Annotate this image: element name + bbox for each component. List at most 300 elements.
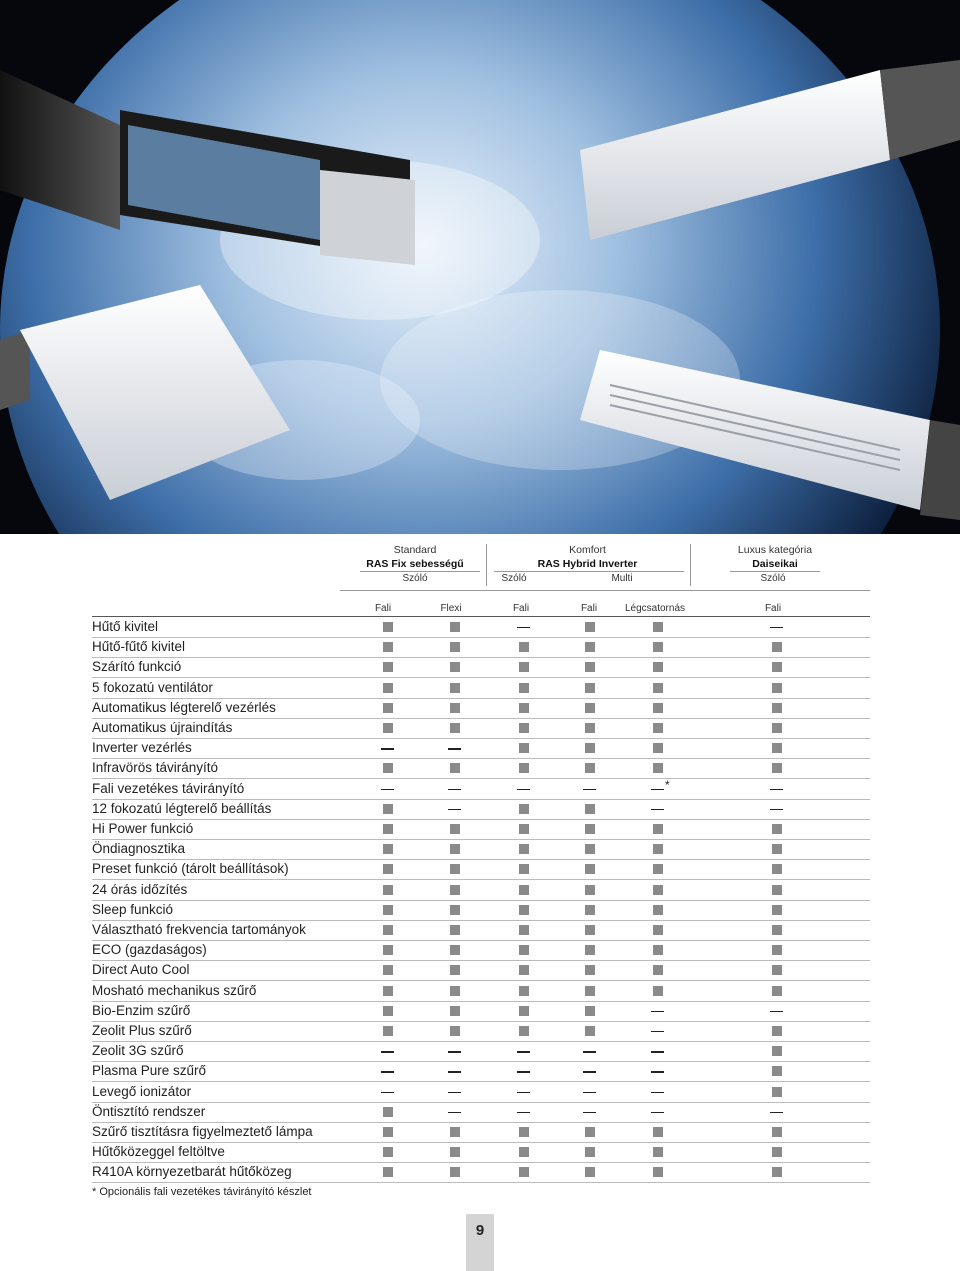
feature-cell [575,1162,605,1182]
not-available-dash [583,1112,596,1113]
feature-cell [575,1082,605,1102]
available-marker [450,1147,460,1157]
not-available-dash [651,1011,664,1012]
available-marker [772,905,782,915]
available-marker [653,905,663,915]
feature-cell [440,779,470,799]
feature-label: Preset funkció (tárolt beállítások) [92,861,289,877]
available-marker [383,1006,393,1016]
available-marker [450,844,460,854]
not-available-dash [770,1011,783,1012]
feature-cell [762,617,792,637]
available-marker [450,662,460,672]
not-available-dash [381,748,394,749]
feature-cell [643,981,673,1001]
feature-cell [440,981,470,1001]
available-marker [585,642,595,652]
available-marker [450,925,460,935]
table-row [92,920,870,941]
feature-cell [440,960,470,980]
feature-cell [575,1001,605,1021]
feature-cell [762,758,792,778]
available-marker [383,844,393,854]
not-available-dash [448,748,461,749]
available-marker [653,864,663,874]
available-marker [383,864,393,874]
feature-cell [762,880,792,900]
feature-label: Hűtőközeggel feltöltve [92,1144,225,1160]
available-marker [519,1167,529,1177]
available-marker [450,986,460,996]
available-marker [450,703,460,713]
available-marker [383,1026,393,1036]
group-rule-standard [360,571,480,572]
feature-label: 12 fokozatú légterelő beállítás [92,800,272,816]
feature-cell [373,900,403,920]
feature-cell [373,920,403,940]
feature-cell [440,617,470,637]
table-row [92,758,870,779]
not-available-dash [448,1112,461,1113]
available-marker [519,763,529,773]
available-marker [772,642,782,652]
feature-cell [762,799,792,819]
group-category: Komfort [569,544,606,556]
available-marker [585,743,595,753]
available-marker [585,763,595,773]
feature-cell [373,1061,403,1081]
available-marker [772,1147,782,1157]
available-marker [450,723,460,733]
feature-cell [509,779,539,799]
available-marker [772,662,782,672]
feature-cell [762,1061,792,1081]
feature-label: R410A környezetbarát hűtőközeg [92,1164,292,1180]
feature-label: Hűtő kivitel [92,619,159,634]
feature-cell [509,1102,539,1122]
feature-cell [575,718,605,738]
feature-cell [440,819,470,839]
feature-cell [373,819,403,839]
feature-cell [762,1122,792,1142]
table-row [92,718,870,739]
available-marker [653,683,663,693]
available-marker [383,1147,393,1157]
available-marker [772,945,782,955]
available-marker [519,1147,529,1157]
available-marker [519,885,529,895]
available-marker [772,703,782,713]
feature-cell [575,859,605,879]
subgroup-label: Szóló [402,573,428,584]
column-label: Fali [764,603,782,614]
feature-cell [373,617,403,637]
feature-cell [643,657,673,677]
feature-cell [762,718,792,738]
feature-cell [509,960,539,980]
available-marker [383,804,393,814]
available-marker [585,844,595,854]
available-marker [450,945,460,955]
feature-cell [373,960,403,980]
feature-cell [373,738,403,758]
feature-cell [575,819,605,839]
feature-cell [643,678,673,698]
feature-cell [440,920,470,940]
group-header-standard [340,544,490,570]
feature-cell [575,880,605,900]
feature-cell [575,758,605,778]
feature-cell [440,940,470,960]
not-available-dash [770,627,783,628]
feature-cell [762,1082,792,1102]
table-row [92,1082,870,1103]
feature-label: Mosható mechanikus szűrő [92,982,257,998]
available-marker [519,925,529,935]
table-row [92,799,870,820]
available-marker [519,1026,529,1036]
not-available-dash [651,1051,664,1052]
available-marker [519,965,529,975]
available-marker [772,743,782,753]
available-marker [383,683,393,693]
feature-label: Szárító funkció [92,659,182,675]
feature-cell [643,1061,673,1081]
available-marker [653,743,663,753]
not-available-dash [381,1051,394,1052]
feature-label: Fali vezetékes távirányító [92,780,245,796]
available-marker [383,824,393,834]
available-marker [772,723,782,733]
available-marker [519,864,529,874]
available-marker [585,622,595,632]
feature-cell [575,799,605,819]
available-marker [772,1167,782,1177]
column-label: Fali [580,603,598,614]
feature-cell [643,940,673,960]
header-rule [340,590,870,591]
table-row [92,657,870,678]
feature-cell [373,698,403,718]
feature-cell [509,859,539,879]
subgroup-label: Multi [611,573,633,584]
feature-cell [509,698,539,718]
feature-cell [643,1102,673,1122]
available-marker [450,1006,460,1016]
feature-cell [643,1142,673,1162]
feature-cell [643,1001,673,1021]
available-marker [519,642,529,652]
feature-cell [440,718,470,738]
optional-asterisk: * [665,777,670,792]
not-available-dash [651,1071,664,1072]
feature-cell [575,637,605,657]
feature-cell [762,1162,792,1182]
feature-cell [509,617,539,637]
feature-cell [440,859,470,879]
feature-label: Választható frekvencia tartományok [92,922,306,937]
available-marker [585,965,595,975]
feature-cell [373,1001,403,1021]
table-row [92,1061,870,1082]
footnote: * Opcionális fali vezetékes távirányító készlet [92,1186,312,1198]
column-label: Fali [374,603,392,614]
available-marker [450,683,460,693]
not-available-dash [448,809,461,810]
table-row [92,1041,870,1062]
group-category: Standard [393,544,437,556]
available-marker [772,1046,782,1056]
not-available-dash [448,1051,461,1052]
feature-cell [643,637,673,657]
group-product: Daiseikai [752,558,798,570]
available-marker [653,763,663,773]
available-marker [519,844,529,854]
feature-cell [509,637,539,657]
available-marker [585,683,595,693]
available-marker [519,905,529,915]
available-marker [772,844,782,854]
feature-cell [440,637,470,657]
hero-image [0,0,960,534]
feature-cell [643,799,673,819]
table-row [92,738,870,759]
not-available-dash [448,789,461,790]
available-marker [450,905,460,915]
table-row [92,1102,870,1123]
available-marker [383,1167,393,1177]
subgroup-label: Szóló [760,573,786,584]
table-row [92,678,870,699]
feature-cell [440,1001,470,1021]
feature-cell [440,1122,470,1142]
not-available-dash [770,809,783,810]
feature-cell [762,940,792,960]
available-marker [450,864,460,874]
available-marker [653,824,663,834]
feature-cell [440,1021,470,1041]
feature-cell [643,1162,673,1182]
feature-cell [762,1021,792,1041]
available-marker [653,642,663,652]
column-label: Légcsatornás [624,603,686,614]
available-marker [519,743,529,753]
feature-cell [575,738,605,758]
available-marker [585,723,595,733]
available-marker [585,1127,595,1137]
feature-cell [643,738,673,758]
feature-cell [762,1102,792,1122]
not-available-dash [381,1071,394,1072]
feature-label: Öndiagnosztika [92,841,186,857]
feature-cell [440,799,470,819]
feature-cell [509,1122,539,1142]
feature-cell [509,1142,539,1162]
feature-cell [575,960,605,980]
feature-cell [762,1041,792,1061]
not-available-dash [651,809,664,810]
feature-cell [509,718,539,738]
feature-cell [440,880,470,900]
feature-cell [575,678,605,698]
available-marker [585,1006,595,1016]
available-marker [585,703,595,713]
feature-label: Inverter vezérlés [92,740,192,756]
not-available-dash [583,1071,596,1072]
feature-cell [643,839,673,859]
table-row [92,1001,870,1022]
not-available-dash [583,789,596,790]
table-row [92,1021,870,1042]
feature-cell [762,657,792,677]
feature-cell [373,1122,403,1142]
available-marker [383,662,393,672]
not-available-dash [517,789,530,790]
available-marker [519,703,529,713]
feature-cell [509,678,539,698]
available-marker [653,662,663,672]
not-available-dash [381,789,394,790]
feature-cell [575,698,605,718]
not-available-dash [583,1051,596,1052]
feature-label: Hűtő-fűtő kivitel [92,639,186,655]
available-marker [450,885,460,895]
available-marker [653,1127,663,1137]
feature-cell [643,617,673,637]
table-row [92,940,870,961]
table-row [92,900,870,921]
feature-cell [575,1041,605,1061]
feature-cell [373,1102,403,1122]
available-marker [383,763,393,773]
table-row [92,1122,870,1143]
feature-cell [509,1082,539,1102]
available-marker [772,864,782,874]
feature-cell [440,1041,470,1061]
feature-cell [762,738,792,758]
available-marker [772,1026,782,1036]
feature-cell [440,1162,470,1182]
feature-cell [373,678,403,698]
feature-cell [509,900,539,920]
feature-cell [762,678,792,698]
available-marker [772,925,782,935]
available-marker [585,905,595,915]
group-header-komfort [510,544,665,570]
feature-cell [643,900,673,920]
available-marker [772,1066,782,1076]
table-row [92,819,870,840]
feature-label: Hi Power funkció [92,821,194,836]
feature-cell [762,900,792,920]
feature-cell [762,779,792,799]
available-marker [585,986,595,996]
available-marker [585,885,595,895]
group-divider [690,544,691,586]
feature-cell [575,617,605,637]
feature-cell [373,799,403,819]
available-marker [585,925,595,935]
feature-cell [643,819,673,839]
available-marker [383,1127,393,1137]
not-available-dash [651,1092,664,1093]
not-available-dash [448,1092,461,1093]
available-marker [585,804,595,814]
not-available-dash [517,1092,530,1093]
available-marker [519,1006,529,1016]
feature-cell [762,1142,792,1162]
available-marker [519,683,529,693]
feature-cell [373,718,403,738]
not-available-dash [651,1112,664,1113]
available-marker [653,1147,663,1157]
feature-cell [509,738,539,758]
feature-cell [440,738,470,758]
available-marker [383,622,393,632]
not-available-dash [651,789,664,790]
feature-cell [762,920,792,940]
feature-cell [440,839,470,859]
available-marker [653,945,663,955]
group-rule-komfort [494,571,684,572]
feature-cell [762,981,792,1001]
feature-label: 24 órás időzítés [92,881,188,897]
feature-cell [509,1001,539,1021]
feature-cell [440,900,470,920]
feature-cell [373,880,403,900]
available-marker [772,763,782,773]
feature-cell [509,657,539,677]
available-marker [519,804,529,814]
feature-cell [440,678,470,698]
available-marker [653,986,663,996]
feature-label: Zeolit Plus szűrő [92,1023,192,1038]
feature-cell [373,779,403,799]
not-available-dash [517,1112,530,1113]
available-marker [585,864,595,874]
available-marker [383,905,393,915]
feature-cell [575,981,605,1001]
table-row [92,839,870,860]
available-marker [383,703,393,713]
feature-cell [373,859,403,879]
feature-cell [440,1061,470,1081]
feature-cell [509,1162,539,1182]
feature-label: Zeolit 3G szűrő [92,1043,184,1059]
feature-cell [440,698,470,718]
not-available-dash [651,1031,664,1032]
available-marker [383,723,393,733]
table-row [92,880,870,901]
table-row [92,859,870,880]
feature-cell [509,880,539,900]
available-marker [383,642,393,652]
table-row [92,981,870,1002]
available-marker [653,885,663,895]
table-row [92,779,870,800]
feature-cell [373,940,403,960]
available-marker [383,945,393,955]
column-label: Flexi [440,603,462,614]
feature-cell [509,758,539,778]
available-marker [585,662,595,672]
group-product: RAS Fix sebességű [366,558,464,570]
feature-cell [643,718,673,738]
feature-cell [575,900,605,920]
available-marker [653,723,663,733]
feature-label: Direct Auto Cool [92,962,190,978]
feature-cell [643,960,673,980]
